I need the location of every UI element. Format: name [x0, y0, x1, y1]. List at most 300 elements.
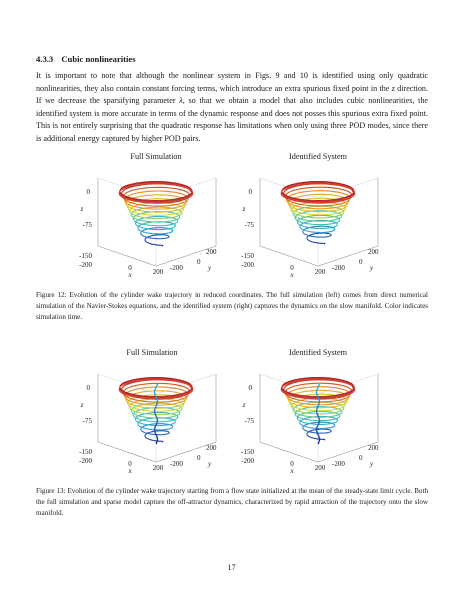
trajectory-segment — [344, 386, 347, 387]
trajectory-segment — [177, 220, 178, 221]
trajectory-segment — [335, 226, 336, 227]
trajectory-segment — [305, 391, 309, 392]
trajectory-segment — [339, 392, 342, 393]
trajectory-segment — [349, 192, 350, 193]
trajectory-segment — [129, 407, 130, 408]
trajectory-segment — [143, 230, 144, 231]
trajectory-segment — [136, 421, 137, 422]
trajectory-segment — [302, 422, 304, 423]
trajectory-segment — [123, 190, 125, 191]
trajectory-segment — [170, 195, 174, 196]
off-attractor-segment — [155, 433, 156, 434]
trajectory-segment — [142, 228, 145, 229]
trajectory-segment — [179, 218, 180, 219]
trajectory-segment — [299, 420, 300, 421]
z-tick-label: -75 — [82, 221, 92, 229]
trajectory-segment — [300, 213, 304, 214]
trajectory-segment — [130, 386, 133, 387]
trajectory-segment — [333, 188, 337, 189]
trajectory-segment — [140, 423, 142, 424]
trajectory-segment — [302, 219, 305, 220]
trajectory-segment — [184, 403, 185, 404]
trajectory-segment — [337, 421, 338, 422]
trajectory-segment — [338, 404, 340, 405]
trajectory-segment — [135, 420, 136, 421]
z-axis-label: z — [242, 401, 246, 409]
off-attractor-segment — [318, 396, 319, 397]
trajectory-segment — [306, 431, 308, 432]
trajectory-segment — [296, 219, 297, 220]
trajectory-segment — [137, 410, 139, 411]
trajectory-segment — [334, 192, 338, 193]
trajectory-segment — [143, 221, 146, 222]
trajectory-segment — [130, 407, 132, 408]
trajectory-segment — [286, 193, 287, 194]
trajectory-segment — [311, 234, 313, 235]
trajectory-segment — [306, 424, 308, 425]
trajectory-segment — [171, 401, 175, 402]
trajectory-segment — [292, 212, 293, 213]
trajectory-segment — [288, 400, 289, 401]
trajectory-segment — [335, 203, 338, 204]
trajectory-segment — [133, 405, 136, 406]
trajectory-segment — [300, 228, 301, 229]
trajectory-segment — [343, 213, 344, 214]
trajectory-segment — [339, 219, 340, 220]
trajectory-segment — [333, 223, 335, 224]
trajectory-segment — [133, 389, 137, 390]
x-tick-label: 200 — [152, 268, 164, 276]
trajectory-segment — [172, 428, 173, 429]
trajectory-segment — [180, 214, 181, 215]
trajectory-segment — [332, 423, 334, 424]
trajectory-segment — [142, 224, 145, 225]
y-axis-label: y — [208, 264, 212, 272]
trajectory-segment — [179, 414, 180, 415]
trajectory-segment — [300, 421, 302, 422]
panel-title: Identified System — [289, 152, 347, 161]
trajectory-segment — [176, 409, 179, 410]
trajectory-segment — [299, 188, 303, 189]
trajectory-segment — [329, 205, 334, 206]
trajectory-segment — [176, 210, 179, 211]
trajectory-segment — [143, 428, 145, 429]
trajectory-segment — [338, 388, 342, 389]
trajectory-segment — [330, 387, 334, 388]
trajectory-segment — [148, 439, 149, 440]
trajectory-segment — [293, 411, 294, 412]
trajectory-segment — [169, 399, 173, 400]
off-attractor-segment — [156, 406, 157, 407]
trajectory-segment — [333, 416, 336, 417]
trajectory-segment — [287, 388, 289, 389]
trajectory-segment — [304, 430, 305, 431]
trajectory-segment — [128, 391, 130, 392]
trajectory-segment — [336, 412, 339, 413]
trajectory-segment — [334, 426, 335, 427]
trajectory-segment — [302, 226, 304, 227]
trajectory-segment — [304, 399, 308, 400]
figure-12-caption: Figure 12: Evolution of the cylinder wake trajectory in reduced coordinates. The full simulation (left) comes from direct numerical simulation of the Navier-Stokes equations, and the identified system (right) captures the dynamics on the slow manifold. Color indicates simulation time. — [36, 291, 428, 321]
trajectory-segment — [147, 438, 148, 439]
trajectory-segment — [171, 223, 173, 224]
trajectory-segment — [300, 424, 301, 425]
off-attractor-segment — [317, 395, 318, 396]
trajectory-segment — [303, 188, 308, 189]
trajectory-segment — [138, 422, 140, 423]
trajectory-segment — [141, 384, 146, 385]
trajectory-segment — [177, 416, 178, 417]
trajectory-segment — [143, 236, 144, 237]
trajectory-segment — [345, 194, 347, 195]
trajectory-segment — [177, 197, 180, 198]
trajectory-segment — [144, 236, 146, 237]
trajectory-segment — [349, 396, 350, 397]
trajectory-segment — [335, 406, 338, 407]
trajectory-segment — [335, 210, 338, 211]
trajectory-segment — [136, 393, 140, 394]
off-attractor-segment — [156, 434, 157, 435]
trajectory-segment — [146, 241, 147, 242]
trajectory-segment — [292, 205, 295, 206]
trajectory-segment — [298, 221, 300, 222]
trajectory-segment — [307, 207, 311, 208]
trajectory-segment — [310, 235, 311, 236]
trajectory-segment — [170, 214, 173, 215]
trajectory-segment — [347, 205, 348, 206]
trajectory-segment — [338, 402, 341, 403]
trajectory-segment — [295, 214, 297, 215]
trajectory-segment — [295, 208, 298, 209]
trajectory-segment — [187, 396, 188, 397]
trajectory-segment — [338, 208, 340, 209]
trajectory-segment — [145, 428, 147, 429]
trajectory-segment — [171, 229, 172, 230]
trajectory-segment — [333, 205, 337, 206]
trajectory-segment — [338, 215, 340, 216]
z-axis-label: z — [80, 205, 84, 213]
trajectory-segment — [305, 426, 307, 427]
trajectory-segment — [343, 201, 345, 202]
trajectory-segment — [185, 402, 186, 403]
trajectory-segment — [338, 209, 341, 210]
trajectory-segment — [144, 408, 147, 409]
trajectory-segment — [183, 390, 185, 391]
trajectory-segment — [302, 223, 303, 224]
off-attractor-segment — [318, 443, 319, 444]
trajectory-segment — [345, 390, 347, 391]
trajectory-segment — [300, 409, 304, 410]
trajectory-segment — [145, 225, 148, 226]
trajectory-segment — [301, 404, 304, 405]
trajectory-segment — [338, 417, 339, 418]
y-tick-label: -200 — [332, 460, 345, 468]
trajectory-segment — [142, 410, 146, 411]
trajectory-segment — [285, 190, 287, 191]
trajectory-segment — [143, 391, 147, 392]
off-attractor-segment — [318, 387, 319, 388]
trajectory-segment — [300, 216, 303, 217]
trajectory-segment — [142, 420, 145, 421]
trajectory-segment — [144, 426, 146, 427]
off-attractor-segment — [156, 424, 157, 425]
trajectory-segment — [140, 225, 141, 226]
trajectory-segment — [142, 400, 146, 401]
trajectory-segment — [140, 415, 142, 416]
trajectory-segment — [127, 191, 130, 192]
trajectory-segment — [342, 389, 345, 390]
trajectory-segment — [342, 210, 343, 211]
trajectory-segment — [295, 385, 299, 386]
trajectory-segment — [145, 228, 148, 229]
trajectory-segment — [341, 404, 343, 405]
trajectory-segment — [341, 407, 343, 408]
trajectory-segment — [126, 400, 127, 401]
trajectory-segment — [296, 416, 297, 417]
y-tick-label: -200 — [332, 264, 345, 272]
trajectory-segment — [139, 211, 143, 212]
trajectory-segment — [171, 217, 174, 218]
trajectory-segment — [344, 401, 346, 402]
trajectory-segment — [337, 223, 338, 224]
trajectory-segment — [138, 229, 139, 230]
trajectory-segment — [294, 408, 295, 409]
trajectory-segment — [290, 402, 292, 403]
off-attractor-segment — [156, 435, 157, 436]
trajectory-segment — [134, 417, 135, 418]
trajectory-segment — [137, 219, 140, 220]
off-attractor-segment — [156, 386, 157, 387]
trajectory-segment — [175, 204, 179, 205]
x-axis-label: x — [128, 467, 132, 475]
trajectory-segment — [296, 415, 297, 416]
trajectory-segment — [341, 217, 342, 218]
trajectory-segment — [178, 219, 179, 220]
trajectory-segment — [308, 436, 309, 437]
trajectory-segment — [171, 188, 175, 189]
trajectory-segment — [175, 189, 179, 190]
trajectory-segment — [137, 416, 138, 417]
trajectory-segment — [181, 211, 183, 212]
trajectory-segment — [134, 204, 138, 205]
trajectory-segment — [290, 206, 292, 207]
trajectory-segment — [138, 216, 141, 217]
trajectory-segment — [308, 240, 309, 241]
off-attractor-segment — [318, 425, 319, 426]
trajectory-segment — [334, 228, 335, 229]
trajectory-segment — [133, 209, 136, 210]
trajectory-segment — [341, 203, 344, 204]
trajectory-segment — [135, 213, 138, 214]
trajectory-segment — [172, 424, 174, 425]
trajectory-segment — [140, 230, 141, 231]
y-tick-label: 200 — [206, 248, 217, 256]
fig13-right-plot — [241, 374, 379, 475]
z-tick-label: 0 — [248, 384, 252, 392]
trajectory-segment — [143, 205, 148, 206]
trajectory-segment — [125, 398, 126, 399]
trajectory-segment — [138, 419, 140, 420]
trajectory-segment — [143, 195, 147, 196]
trajectory-segment — [131, 403, 133, 404]
trajectory-segment — [130, 212, 131, 213]
trajectory-segment — [300, 225, 302, 226]
trajectory-segment — [297, 411, 300, 412]
trajectory-segment — [345, 209, 346, 210]
y-tick-label: 0 — [359, 454, 363, 462]
trajectory-segment — [139, 407, 143, 408]
trajectory-segment — [171, 419, 173, 420]
trajectory-segment — [342, 409, 343, 410]
trajectory-segment — [290, 208, 291, 209]
figure-13 — [0, 344, 463, 484]
trajectory-segment — [142, 235, 143, 236]
trajectory-segment — [337, 218, 338, 219]
trajectory-segment — [338, 192, 342, 193]
trajectory-segment — [182, 190, 185, 191]
trajectory-segment — [141, 234, 142, 235]
figure-12-svg — [0, 148, 463, 288]
trajectory-segment — [145, 191, 150, 192]
trajectory-segment — [173, 423, 174, 424]
off-attractor-segment — [155, 426, 156, 427]
trajectory-segment — [330, 208, 334, 209]
y-tick-label: 0 — [197, 454, 201, 462]
trajectory-segment — [128, 195, 130, 196]
trajectory-segment — [307, 231, 309, 232]
trajectory-segment — [289, 191, 292, 192]
trajectory-segment — [304, 395, 308, 396]
trajectory-segment — [333, 220, 336, 221]
x-tick-label: 200 — [314, 464, 326, 472]
trajectory-segment — [290, 397, 293, 398]
off-attractor-segment — [156, 396, 157, 397]
trajectory-segment — [144, 218, 148, 219]
trajectory-segment — [168, 225, 171, 226]
trajectory-segment — [333, 212, 336, 213]
trajectory-segment — [172, 232, 173, 233]
trajectory-segment — [295, 189, 299, 190]
trajectory-segment — [128, 403, 130, 404]
trajectory-segment — [304, 214, 308, 215]
trajectory-segment — [298, 420, 299, 421]
section-title: Cubic nonlinearities — [61, 54, 136, 64]
y-tick-label: 0 — [359, 258, 363, 266]
trajectory-segment — [294, 216, 295, 217]
trajectory-segment — [173, 416, 175, 417]
trajectory-segment — [132, 413, 133, 414]
trajectory-segment — [294, 212, 295, 213]
trajectory-segment — [302, 223, 305, 224]
trajectory-segment — [338, 221, 339, 222]
trajectory-segment — [137, 220, 138, 221]
y-tick-label: 200 — [368, 248, 379, 256]
trajectory-segment — [302, 218, 304, 219]
trajectory-segment — [172, 208, 176, 209]
trajectory-segment — [295, 197, 298, 198]
trajectory-segment — [176, 193, 180, 194]
trajectory-segment — [145, 421, 148, 422]
trajectory-segment — [186, 203, 187, 204]
trajectory-segment — [287, 201, 288, 202]
trajectory-segment — [131, 207, 133, 208]
x-tick-label: -200 — [241, 457, 254, 465]
trajectory-segment — [286, 389, 287, 390]
off-attractor-segment — [318, 424, 319, 425]
trajectory-segment — [341, 413, 342, 414]
panel-title: Identified System — [289, 348, 347, 357]
trajectory-segment — [176, 406, 179, 407]
trajectory-segment — [122, 387, 123, 388]
trajectory-segment — [340, 205, 342, 206]
trajectory-segment — [329, 401, 334, 402]
trajectory-segment — [141, 427, 143, 428]
trajectory-segment — [179, 402, 182, 403]
y-axis-label: y — [208, 460, 212, 468]
trajectory-segment — [297, 414, 299, 415]
trajectory-segment — [138, 425, 139, 426]
z-tick-label: -75 — [244, 417, 254, 425]
trajectory-segment — [168, 221, 171, 222]
trajectory-segment — [175, 224, 176, 225]
trajectory-segment — [128, 207, 130, 208]
trajectory-segment — [176, 389, 180, 390]
off-attractor-segment — [318, 416, 319, 417]
trajectory-segment — [145, 232, 147, 233]
trajectory-segment — [292, 408, 293, 409]
trajectory-segment — [176, 415, 178, 416]
trajectory-segment — [333, 384, 337, 385]
trajectory-segment — [146, 242, 147, 243]
trajectory-segment — [139, 426, 140, 427]
trajectory-segment — [298, 209, 302, 210]
trajectory-segment — [135, 409, 138, 410]
trajectory-segment — [136, 205, 139, 206]
trajectory-segment — [346, 402, 347, 403]
y-tick-label: -200 — [170, 460, 183, 468]
trajectory-segment — [175, 385, 179, 386]
trajectory-segment — [301, 195, 305, 196]
trajectory-segment — [298, 392, 302, 393]
trajectory-segment — [171, 213, 174, 214]
trajectory-segment — [307, 222, 309, 223]
trajectory-segment — [301, 424, 302, 425]
trajectory-segment — [179, 212, 181, 213]
trajectory-segment — [138, 223, 140, 224]
trajectory-segment — [305, 220, 308, 221]
trajectory-segment — [141, 217, 145, 218]
off-attractor-segment — [317, 433, 318, 434]
trajectory-segment — [296, 220, 297, 221]
trajectory-segment — [186, 399, 187, 400]
trajectory-segment — [140, 388, 144, 389]
trajectory-segment — [292, 390, 295, 391]
off-attractor-segment — [156, 443, 157, 444]
trajectory-segment — [339, 220, 340, 221]
trajectory-segment — [148, 237, 149, 238]
x-tick-label: 200 — [314, 268, 326, 276]
trajectory-segment — [310, 431, 311, 432]
off-attractor-segment — [317, 426, 318, 427]
trajectory-segment — [291, 407, 292, 408]
trajectory-segment — [185, 191, 187, 192]
trajectory-segment — [332, 391, 336, 392]
trajectory-segment — [171, 420, 173, 421]
trajectory-segment — [292, 190, 295, 191]
trajectory-segment — [143, 417, 146, 418]
trajectory-segment — [297, 218, 299, 219]
trajectory-segment — [310, 241, 311, 242]
